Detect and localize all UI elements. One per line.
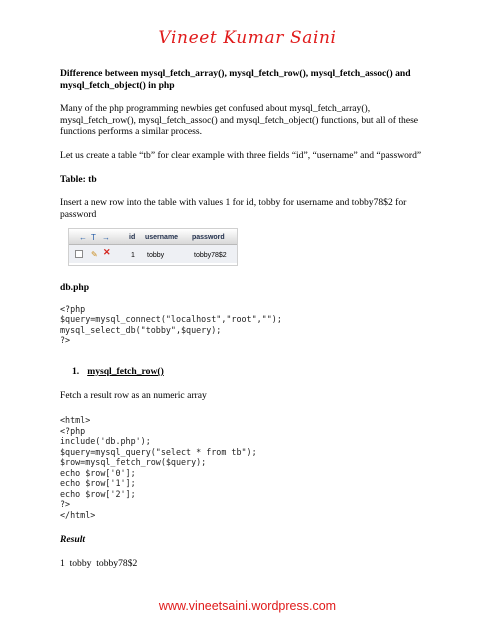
row-checkbox-icon <box>75 250 83 258</box>
db-table-header-row <box>69 229 237 245</box>
edit-pencil-icon: ✎ <box>91 250 98 260</box>
right-arrow-icon: → <box>102 233 110 243</box>
insert-paragraph: Insert a new row into the table with values 1 for id, tobby for username and tobby78$2 for password <box>60 197 407 220</box>
db-table-cell-username: tobby <box>147 252 165 260</box>
db-table-cell-password: tobby78$2 <box>194 252 227 260</box>
table-label: Table: tb <box>60 173 97 185</box>
section-heading <box>72 366 435 378</box>
delete-x-icon: ✕ <box>103 247 111 258</box>
db-table-header-password: password <box>192 234 225 242</box>
db-table-screenshot <box>68 228 238 266</box>
document-title: Difference between mysql_fetch_array(), mysql_fetch_row(), mysql_fetch_assoc() and mysql_fetch_object() in php <box>60 68 411 91</box>
result-label: Result <box>60 534 86 546</box>
code-block-example: <html> <?php include('db.php'); $query=mysql_query("select * from tb"); $row=mysql_fetch_row($query); echo $row['0']; echo $row['1']; echo $row['2']; ?> </html> <box>60 415 257 520</box>
db-table-header-username: username <box>145 234 179 242</box>
db-table-cell-id: 1 <box>131 252 135 260</box>
header-author: Vineet Kumar Saini <box>158 28 337 48</box>
section-title: mysql_fetch_row() <box>87 365 164 377</box>
section-number: 1. <box>72 365 80 377</box>
db-table-header-id: id <box>129 234 136 242</box>
intro-paragraph: Many of the php programming newbies get confused about mysql_fetch_array(), mysql_fetch_row(), mysql_fetch_assoc() and mysql_fetch_object() functions, but all of these functions performs a similar process. <box>60 103 419 138</box>
code-block-db: <?php $query=mysql_connect("localhost","root",""); mysql_select_db("tobby",$query); ?> <box>60 303 282 346</box>
footer-url: www.vineetsaini.wordpress.com <box>158 599 337 613</box>
file-name-heading: db.php <box>60 282 90 294</box>
document-body <box>60 68 435 581</box>
result-value: 1 tobby tobby78$2 <box>60 557 138 569</box>
create-table-paragraph: Let us create a table “tb” for clear example with three fields “id”, “username” and “password” <box>60 149 422 161</box>
db-table-row <box>69 245 237 263</box>
section-description: Fetch a result row as an numeric array <box>60 389 207 401</box>
left-arrow-icon: ← <box>79 233 87 243</box>
column-sort-icon: T <box>91 233 96 243</box>
